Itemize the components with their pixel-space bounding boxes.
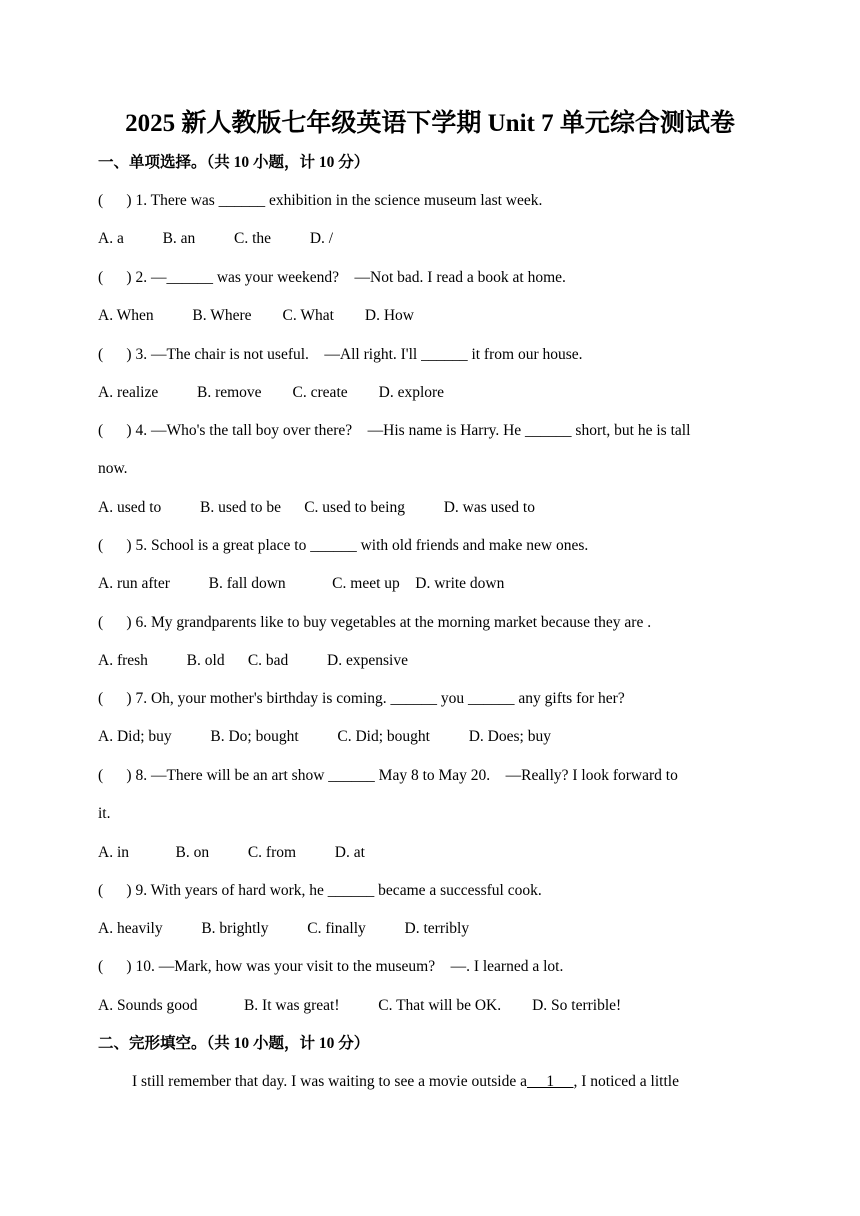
question-5-options: A. run after B. fall down C. meet up D. write down	[98, 575, 505, 592]
question-9-stem: ( ) 9. With years of hard work, he ______ became a successful cook.	[98, 882, 542, 899]
question-7-stem: ( ) 7. Oh, your mother's birthday is coming. ______ you ______ any gifts for her?	[98, 690, 625, 707]
question-9-options: A. heavily B. brightly C. finally D. terribly	[98, 920, 470, 937]
question-2-stem: ( ) 2. —______ was your weekend? —Not bad. I read a book at home.	[98, 269, 566, 286]
question-4-stem: ( ) 4. —Who's the tall boy over there? —His name is Harry. He ______ short, but he is tall	[98, 422, 691, 439]
question-3-options: A. realize B. remove C. create D. explore	[98, 384, 445, 401]
question-4-stem-continued: now.	[98, 460, 128, 477]
question-4-options: A. used to B. used to be C. used to being D. was used to	[98, 499, 535, 516]
question-1-stem: ( ) 1. There was ______ exhibition in the science museum last week.	[98, 192, 543, 209]
question-2-options: A. When B. Where C. What D. How	[98, 307, 414, 324]
question-5-stem: ( ) 5. School is a great place to ______ with old friends and make new ones.	[98, 537, 589, 554]
section-heading-cloze: 二、完形填空。（共 10 小题，计 10 分）	[98, 1035, 370, 1052]
page-title: 2025 新人教版七年级英语下学期 Unit 7 单元综合测试卷	[125, 110, 735, 137]
cloze-passage-line	[98, 1072, 764, 1092]
question-7-options: A. Did; buy B. Do; bought C. Did; bought D. Does; buy	[98, 728, 551, 745]
question-8-options: A. in B. on C. from D. at	[98, 844, 365, 861]
section-heading-single-choice: 一、单项选择。（共 10 小题，计 10 分）	[98, 154, 370, 171]
question-3-stem: ( ) 3. —The chair is not useful. —All right. I'll ______ it from our house.	[98, 346, 583, 363]
question-6-stem: ( ) 6. My grandparents like to buy vegetables at the morning market because they are .	[98, 614, 652, 631]
question-6-options: A. fresh B. old C. bad D. expensive	[98, 652, 408, 669]
passage-text-before: I still remember that day. I was waiting to see a movie outside a	[132, 1073, 527, 1090]
question-10-options: A. Sounds good B. It was great! C. That will be OK. D. So terrible!	[98, 997, 622, 1014]
question-10-stem: ( ) 10. —Mark, how was your visit to the museum? —. I learned a lot.	[98, 958, 564, 975]
question-1-options: A. a B. an C. the D. /	[98, 230, 334, 247]
passage-text-after: , I noticed a little	[573, 1073, 679, 1090]
question-8-stem: ( ) 8. —There will be an art show ______ May 8 to May 20. —Really? I look forward to	[98, 767, 678, 784]
question-8-stem-continued: it.	[98, 805, 111, 822]
passage-blank-1: 1	[527, 1073, 574, 1090]
